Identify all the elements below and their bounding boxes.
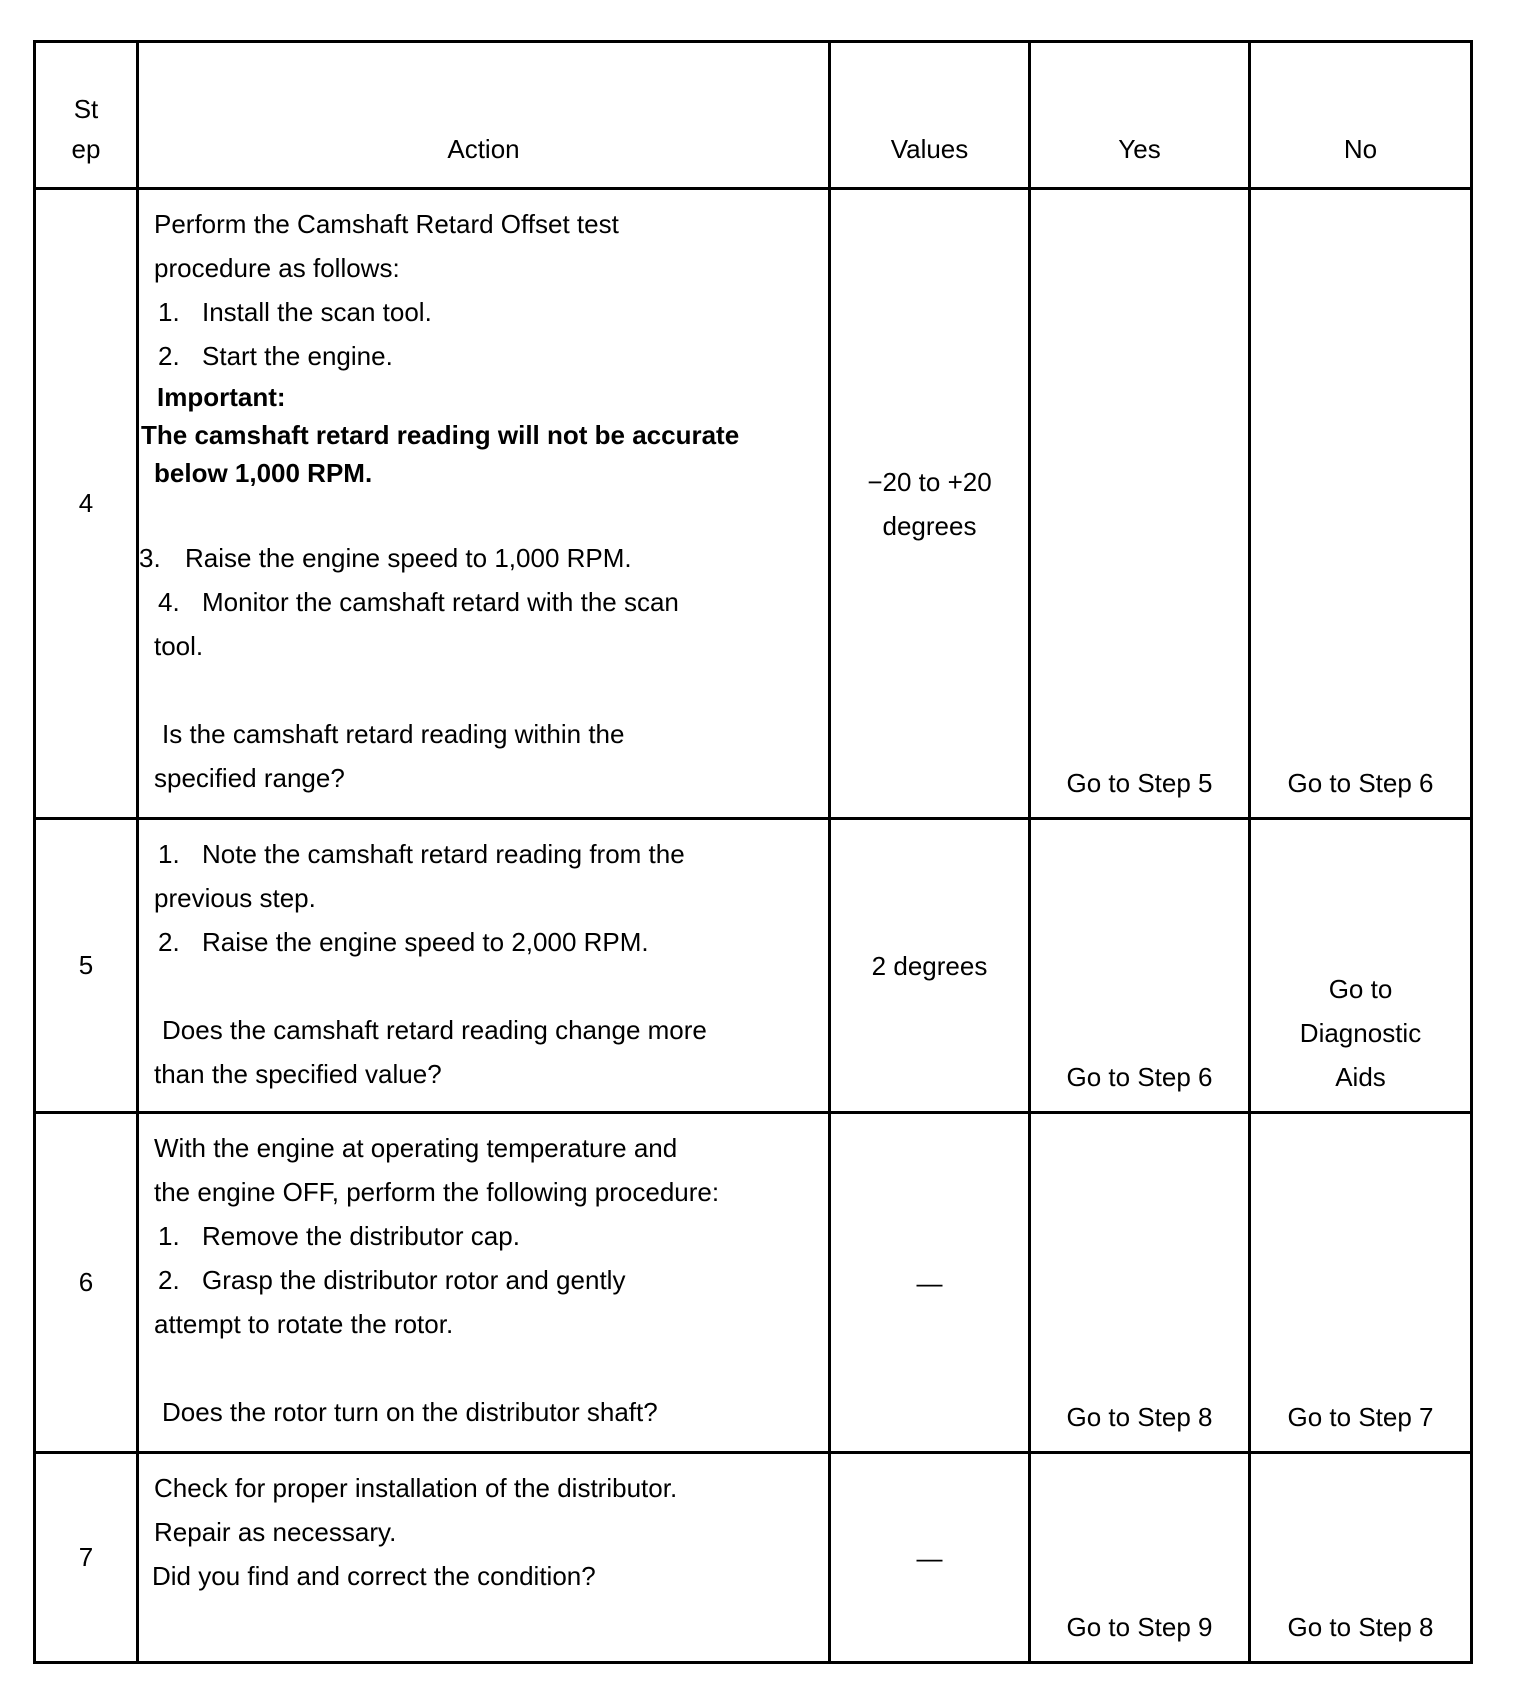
no-cell: Go to Step 7 (1250, 1113, 1472, 1453)
action-list-item: 2. Raise the engine speed to 2,000 RPM. (158, 927, 649, 957)
header-step (35, 42, 138, 189)
action-line: previous step. (154, 883, 316, 913)
question-line: Did you find and correct the condition? (152, 1561, 596, 1591)
action-line: attempt to rotate the rotor. (154, 1309, 454, 1339)
question-line: Is the camshaft retard reading within the (162, 719, 625, 749)
value-cell: — (830, 1113, 1030, 1453)
yes-cell: Go to Step 9 (1030, 1453, 1250, 1663)
action-list-item: 2. Grasp the distributor rotor and gently (158, 1265, 626, 1295)
table-row (35, 189, 1472, 819)
step-number: 5 (35, 819, 138, 1113)
step-number: 4 (35, 189, 138, 819)
yes-cell: Go to Step 6 (1030, 819, 1250, 1113)
header-values: Values (830, 42, 1030, 189)
question-line: than the specified value? (154, 1059, 442, 1089)
action-list-item: 2. Start the engine. (158, 341, 393, 371)
action-list-item: 3. Raise the engine speed to 1,000 RPM. (139, 543, 632, 573)
value-line: −20 to +20 (867, 466, 992, 497)
header-yes: Yes (1030, 42, 1250, 189)
question-line: Does the camshaft retard reading change more (162, 1015, 707, 1045)
action-list-item: 1. Install the scan tool. (158, 297, 432, 327)
table-row (35, 1453, 1472, 1663)
value-line: degrees (882, 510, 977, 541)
no-line: Aids (1335, 1062, 1386, 1092)
action-list-item: 1. Note the camshaft retard reading from the (158, 839, 685, 869)
yes-cell: Go to Step 5 (1030, 189, 1250, 819)
value-cell: 2 degrees (830, 819, 1030, 1113)
action-line: the engine OFF, perform the following procedure: (154, 1177, 720, 1207)
action-line: Perform the Camshaft Retard Offset test (154, 209, 619, 239)
action-line: procedure as follows: (154, 253, 400, 283)
question-line: specified range? (154, 763, 345, 793)
table-row (35, 1113, 1472, 1453)
yes-cell: Go to Step 8 (1030, 1113, 1250, 1453)
action-list-item: 1. Remove the distributor cap. (158, 1221, 520, 1251)
header-step-line2: ep (71, 134, 101, 164)
no-cell: Go to Step 6 (1250, 189, 1472, 819)
action-line: Check for proper installation of the distributor. (154, 1473, 678, 1503)
no-line: Go to (1328, 974, 1393, 1004)
no-cell: Go to Step 8 (1250, 1453, 1472, 1663)
important-label: Important: (157, 382, 286, 412)
header-no: No (1250, 42, 1472, 189)
action-cell (138, 1113, 830, 1453)
important-text: The camshaft retard reading will not be accurate (141, 420, 740, 450)
value-cell: — (830, 1453, 1030, 1663)
action-line: tool. (154, 631, 204, 661)
action-cell (138, 189, 830, 819)
header-row (35, 42, 1472, 189)
action-list-item: 4. Monitor the camshaft retard with the scan (158, 587, 679, 617)
step-number: 6 (35, 1113, 138, 1453)
header-action: Action (138, 42, 830, 189)
action-line: With the engine at operating temperature and (154, 1133, 678, 1163)
diagnostic-table (33, 40, 1473, 1664)
step-number: 7 (35, 1453, 138, 1663)
no-line: Diagnostic (1299, 1018, 1422, 1048)
header-step-line1: St (73, 94, 99, 124)
value-cell (830, 189, 1030, 819)
important-text: below 1,000 RPM. (154, 458, 373, 488)
table-row (35, 819, 1472, 1113)
action-cell (138, 1453, 830, 1663)
question-line: Does the rotor turn on the distributor shaft? (162, 1397, 658, 1427)
action-cell (138, 819, 830, 1113)
no-cell (1250, 819, 1472, 1113)
action-line: Repair as necessary. (154, 1517, 397, 1547)
